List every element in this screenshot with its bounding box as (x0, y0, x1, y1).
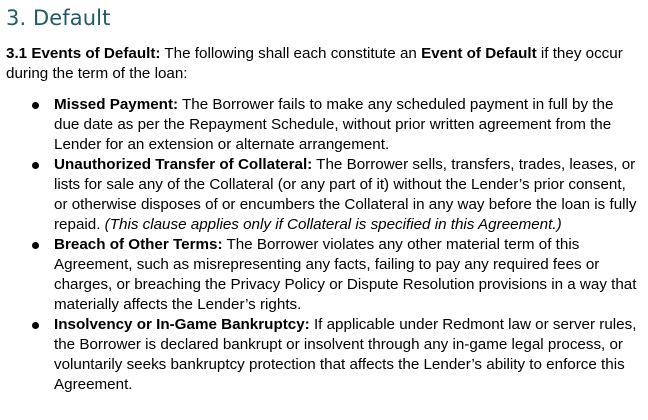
list-item-unauthorized-transfer (0, 155, 648, 235)
intro-text-b: if they occur during the term of the loan: (6, 45, 623, 82)
intro-paragraph (6, 44, 642, 84)
bullet-icon (32, 162, 39, 169)
event-note: (This clause applies only if Collateral is specified in this Agreement.) (104, 216, 562, 233)
event-term: Missed Payment: (54, 96, 179, 113)
event-text: If applicable under Redmont law or server rules, the Borrower is declared bankrupt or insolvent through any in-game legal process, or voluntarily seeks bankruptcy protection that affects the Lender’s ability to enforce this Agreement. (54, 316, 637, 393)
defined-term: Event of Default (421, 45, 537, 62)
event-text: The Borrower sells, transfers, trades, leases, or lists for sale any of the Collateral (or any part of it) without the Lender’s prior consent, or otherwise disposes of or encumbers the Collateral in any way before the loan is fully repaid. (54, 156, 637, 233)
event-text: The Borrower violates any other material term of this Agreement, such as misrepresenting any facts, failing to pay any required fees or charges, or breaching the Privacy Policy or Dispute Resolution provisions in a way that materially affects the Lender’s rights. (54, 236, 637, 313)
event-term: Breach of Other Terms: (54, 236, 223, 253)
intro-text-a: The following shall each constitute an (160, 45, 422, 62)
clause-number-term: 3.1 Events of Default: (6, 45, 161, 62)
bullet-icon (32, 242, 39, 249)
bullet-icon (32, 322, 39, 329)
bullet-icon (32, 102, 39, 109)
list-item-breach-of-terms (0, 235, 648, 315)
event-text: The Borrower fails to make any scheduled payment in full by the due date as per the Repayment Schedule, without prior written agreement from the Lender for an extension or alternate arrangement. (54, 96, 614, 153)
list-item-insolvency (0, 315, 648, 395)
event-term: Insolvency or In-Game Bankruptcy: (54, 316, 310, 333)
list-item-missed-payment (0, 95, 648, 155)
event-term: Unauthorized Transfer of Collateral: (54, 156, 313, 173)
events-list (0, 95, 648, 395)
section-heading: 3. Default (6, 6, 111, 30)
